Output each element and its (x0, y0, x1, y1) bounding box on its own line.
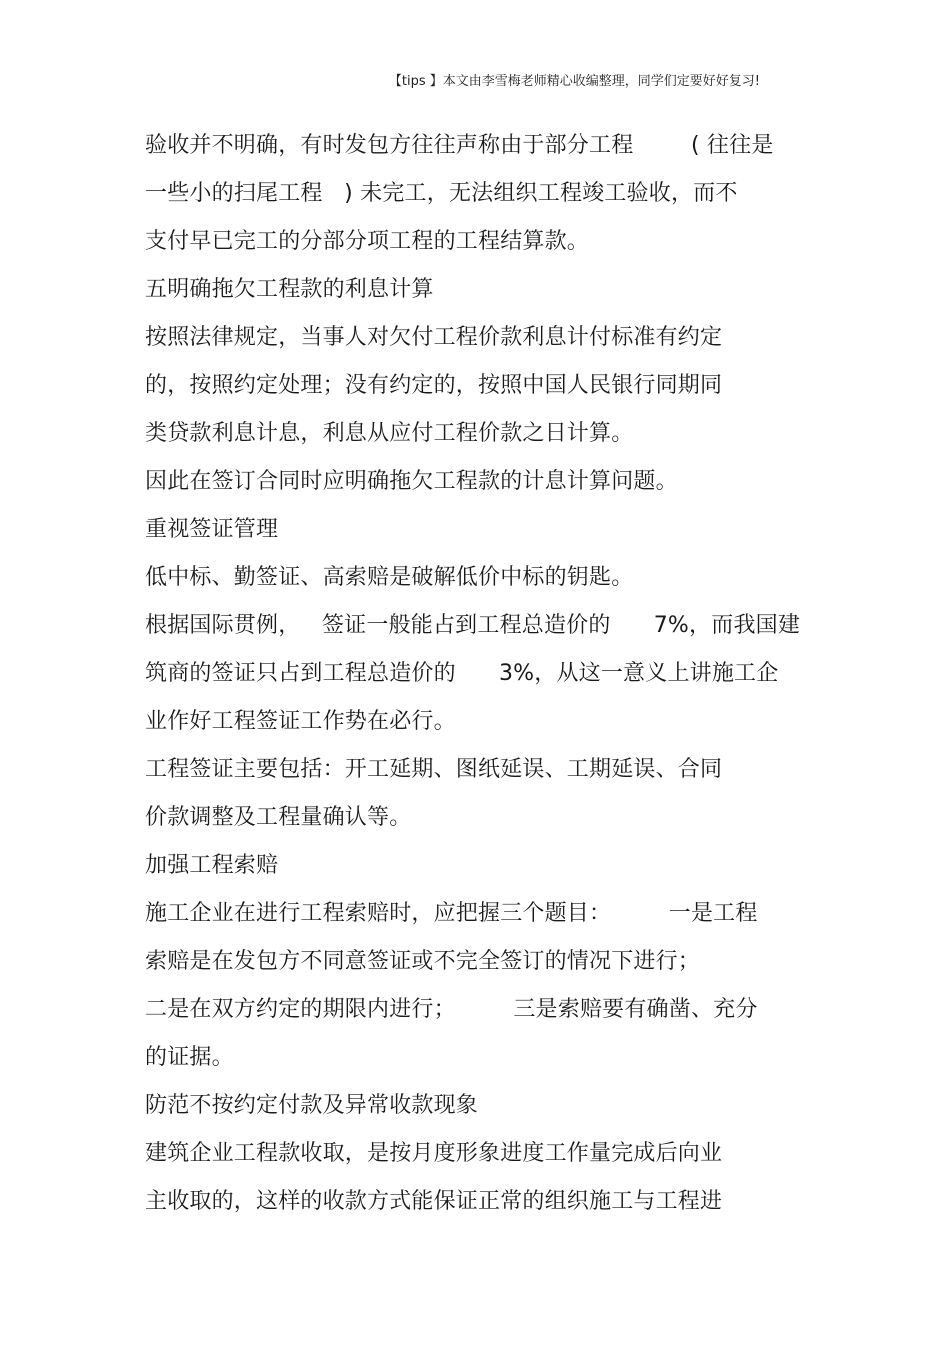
body-line-5: 按照法律规定，当事人对欠付工程价款利息计付标准有约定 (145, 325, 723, 350)
body-line-10: 低中标、勤签证、高索赔是破解低价中标的钥匙。 (145, 565, 634, 590)
body-line-14: 工程签证主要包括：开工延期、图纸延误、工期延误、合同 (145, 757, 723, 782)
section-heading-interest: 五明确拖欠工程款的利息计算 (145, 277, 434, 302)
body-line-2: 一些小的扫尾工程 ) 未完工，无法组织工程竣工验收，而不 (145, 181, 738, 206)
body-line-7: 类贷款利息计息，利息从应付工程价款之日计算。 (145, 421, 634, 446)
body-line-12: 筑商的签证只占到工程总造价的 3%，从这一意义上讲施工企 (145, 661, 779, 686)
body-line-23: 主收取的，这样的收款方式能保证正常的组织施工与工程进 (145, 1189, 723, 1214)
section-heading-payment: 防范不按约定付款及异常收款现象 (145, 1093, 479, 1118)
body-line-22: 建筑企业工程款收取，是按月度形象进度工作量完成后向业 (145, 1141, 723, 1166)
body-line-15: 价款调整及工程量确认等。 (145, 805, 412, 830)
tips-header-note: 【tips 】本文由李雪梅老师精心收编整理，同学们定要好好复习! (388, 74, 760, 89)
body-line-6: 的，按照约定处理；没有约定的，按照中国人民银行同期同 (145, 373, 723, 398)
section-heading-claims: 加强工程索赔 (145, 853, 279, 878)
body-line-17: 施工企业在进行工程索赔时，应把握三个题目： 一是工程 (145, 901, 758, 926)
body-line-19: 二是在双方约定的期限内进行； 三是索赔要有确凿、充分 (145, 997, 758, 1022)
body-line-11: 根据国际贯例， 签证一般能占到工程总造价的 7%，而我国建 (145, 613, 801, 638)
section-heading-visa: 重视签证管理 (145, 517, 279, 542)
body-line-13: 业作好工程签证工作势在必行。 (145, 709, 456, 734)
body-line-3: 支付早已完工的分部分项工程的工程结算款。 (145, 229, 590, 254)
body-line-18: 索赔是在发包方不同意签证或不完全签订的情况下进行； (145, 949, 701, 974)
body-line-8: 因此在签订合同时应明确拖欠工程款的计息计算问题。 (145, 469, 678, 494)
body-line-1: 验收并不明确，有时发包方往往声称由于部分工程 ( 往往是 (145, 133, 774, 158)
body-line-20: 的证据。 (145, 1045, 234, 1070)
